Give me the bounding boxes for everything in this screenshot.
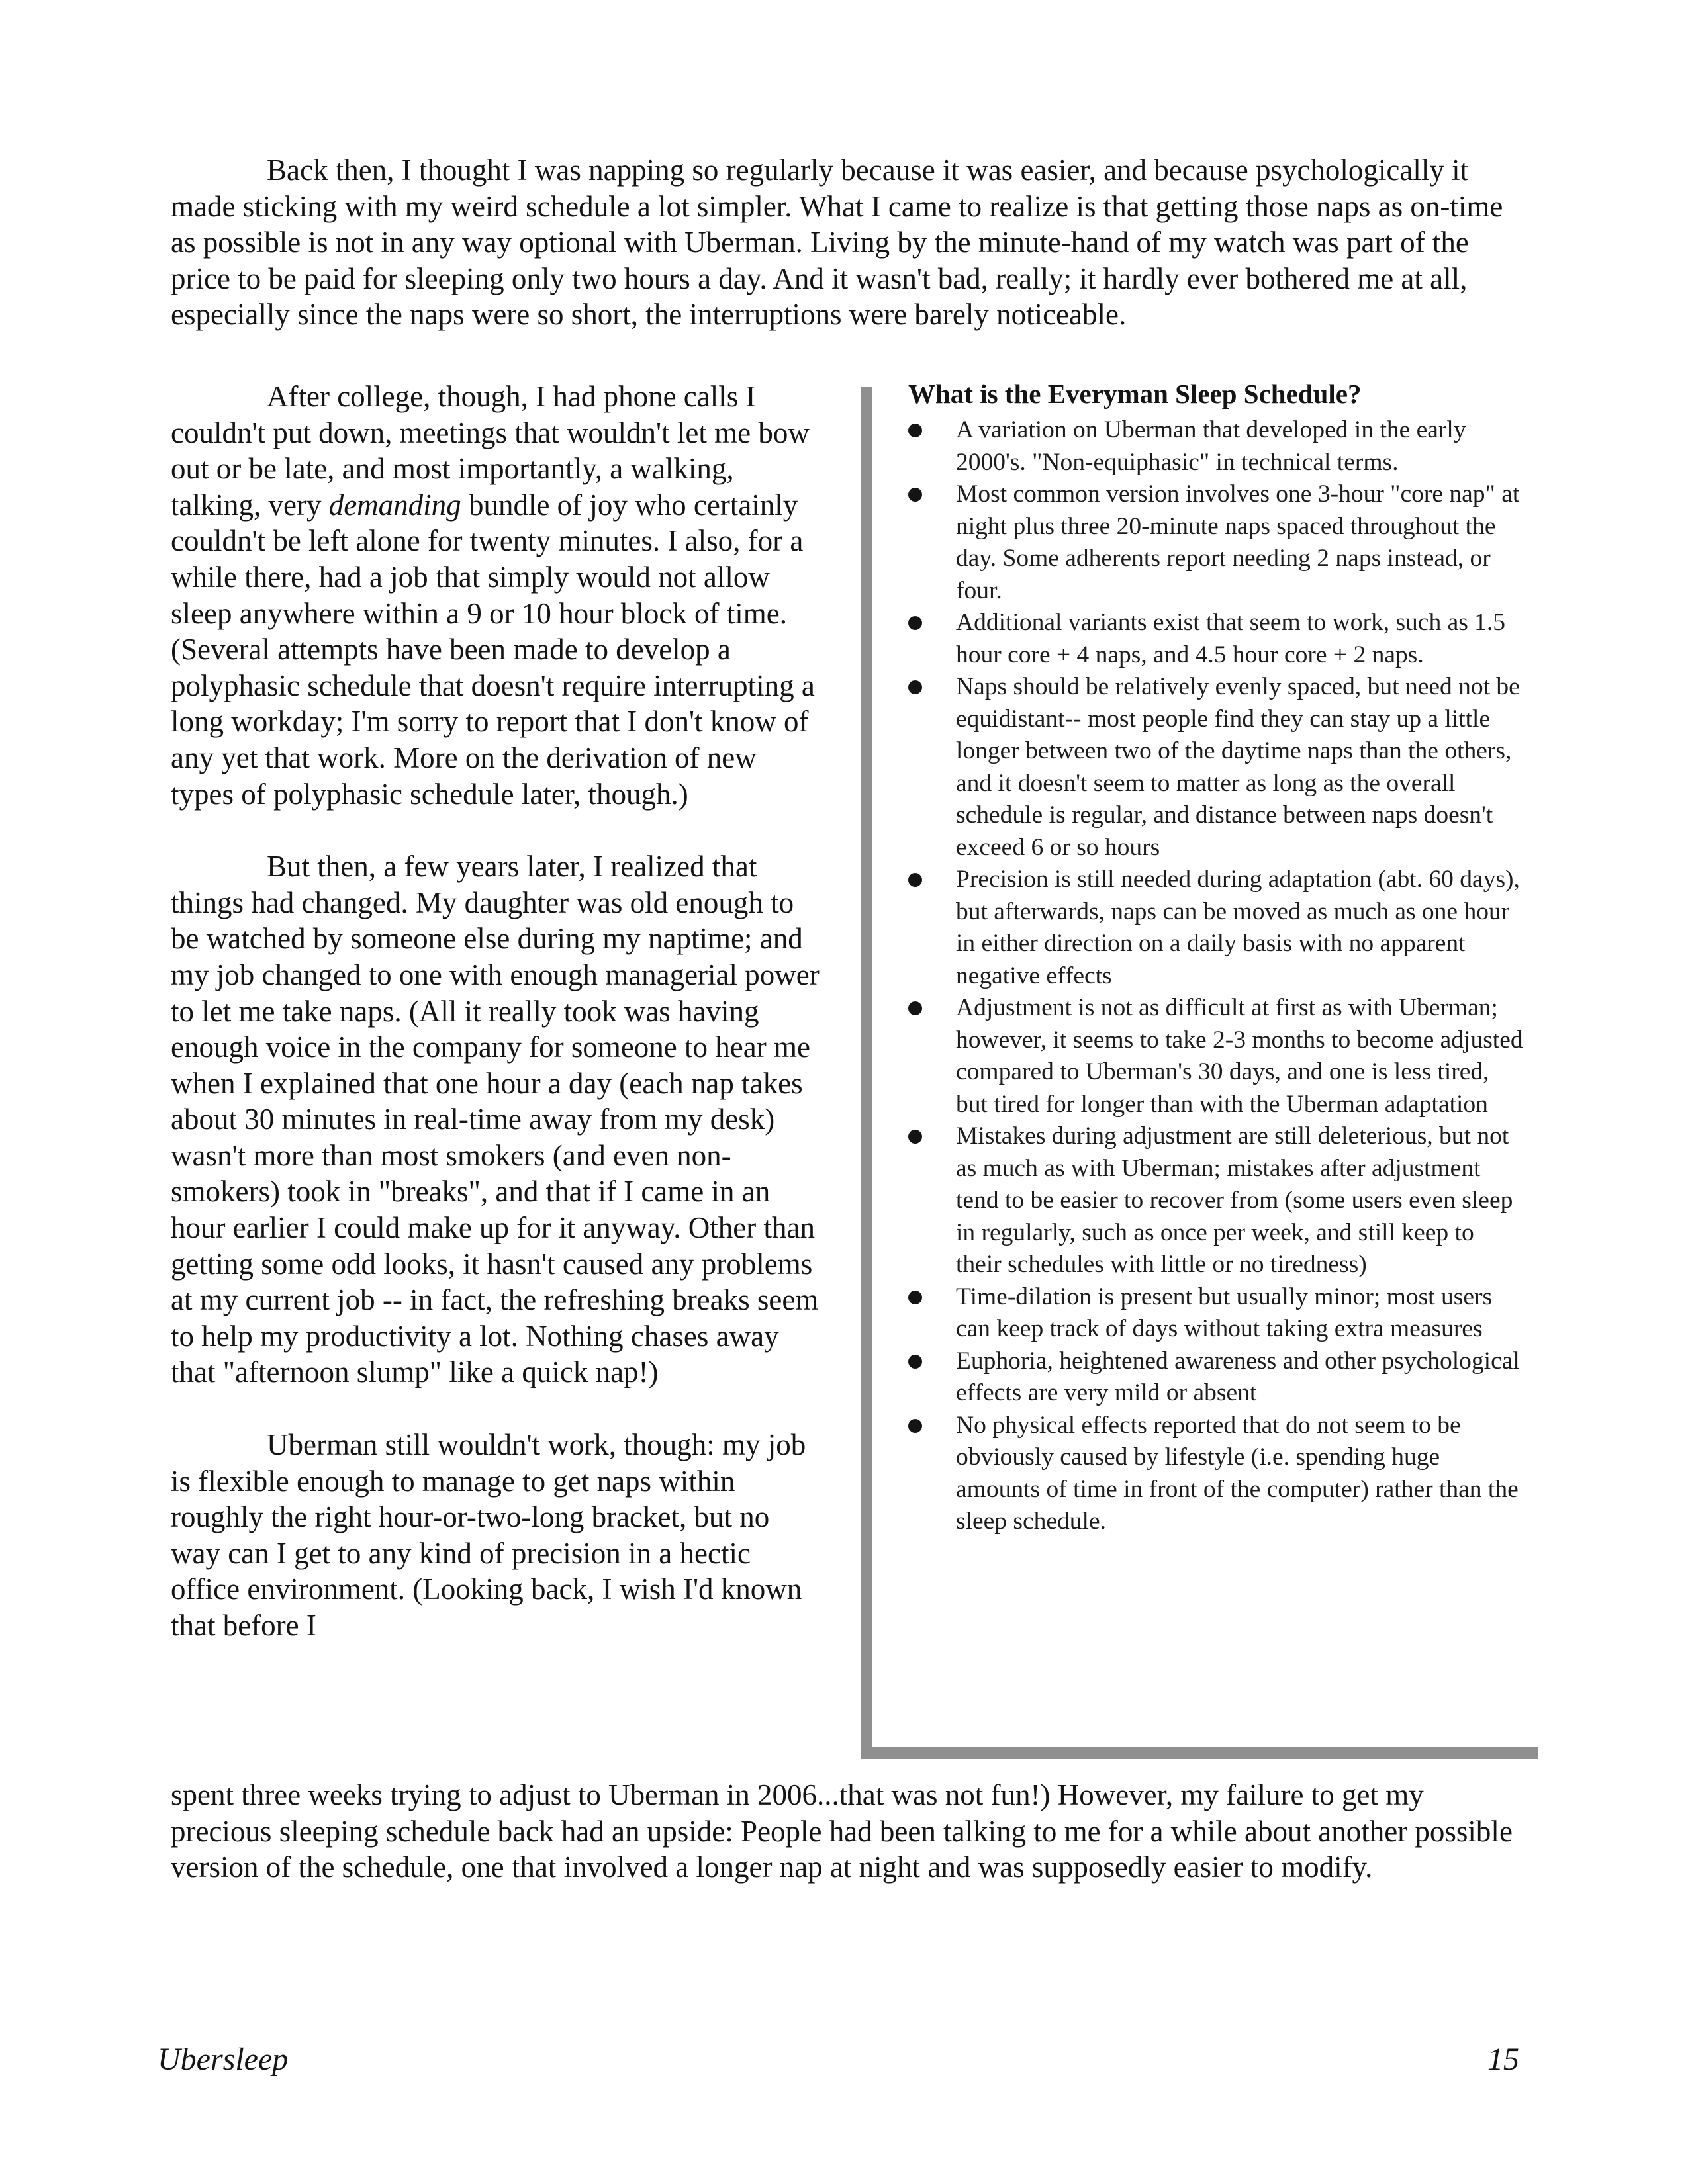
bullet-icon [908, 424, 922, 437]
bullet-icon [908, 1291, 922, 1304]
sidebar-item-text: No physical effects reported that do not seem to be obviously caused by lifestyle (i.e. spending huge amounts of time in front of the computer) rather than the sleep schedule. [956, 1411, 1519, 1535]
sidebar-item-text: Naps should be relatively evenly spaced, but need not be equidistant-- most people find they can stay up a little longer between two of the daytime naps than the others, and it doesn't seem to matter as long as the overall schedule is regular, and distance between naps doesn't exceed 6 or so hours [956, 673, 1520, 861]
sidebar-list-item [908, 1120, 1525, 1281]
sidebar-item-text: A variation on Uberman that developed in the early 2000's. "Non-equiphasic" in technical terms. [956, 416, 1466, 476]
footer-page-number: 15 [1487, 2042, 1519, 2077]
paragraph-few-years-later: But then, a few years later, I realized that things had changed. My daughter was old enough to be watched by someone else during my naptime; and my job changed to one with enough managerial power to let me take naps. (All it really took was having enough voice in the company for someone to hear me when I explained that one hour a day (each nap takes about 30 minutes in real-time away from my desk) wasn't more than most smokers (and even non-smokers) took in "breaks", and that if I came in an hour earlier I could make up for it anyway. Other than getting some odd looks, it hasn't caused any problems at my current job -- in fact, the refreshing breaks seem to help my productivity a lot. Nothing chases away that "afternoon slump" like a quick nap!) [171, 850, 820, 1389]
sidebar-content [908, 377, 1525, 1538]
bullet-icon [908, 616, 922, 630]
sidebar-item-text: Adjustment is not as difficult at first as with Uberman; however, it seems to take 2-3 months to become adjusted compared to Uberman's 30 days, and one is less tired, but tired for longer than with the Uberman adaptation [956, 994, 1523, 1118]
bullet-icon [908, 1001, 922, 1015]
sidebar-item-text: Precision is still needed during adaptation (abt. 60 days), but afterwards, naps can be moved as much as one hour in either direction on a daily basis with no apparent negative effects [956, 866, 1520, 989]
sidebar-list-item [908, 1281, 1525, 1345]
sidebar-title: What is the Everyman Sleep Schedule? [908, 379, 1362, 409]
sidebar-list-item [908, 607, 1525, 671]
sidebar-list [908, 414, 1525, 1538]
sidebar-item-text: Euphoria, heightened awareness and other psychological effects are very mild or absent [956, 1347, 1520, 1406]
bullet-icon [908, 488, 922, 502]
paragraph-after-college [171, 379, 823, 812]
sidebar-item-text: Mistakes during adjustment are still deleterious, but not as much as with Uberman; mistakes after adjustment tend to be easier to recover from (some users even sleep in regularly, such as once per week, and still keep to their schedules with little or no tiredness) [956, 1122, 1513, 1278]
sidebar-list-item [908, 414, 1525, 478]
bullet-icon [908, 680, 922, 694]
paragraph-text: After college, though, I had phone calls I couldn't put down, meetings that wouldn't let me bow out or be late, and most importantly, a walking, talking, very [171, 380, 810, 522]
sidebar-item-text: Additional variants exist that seem to work, such as 1.5 hour core + 4 naps, and 4.5 hour core + 2 naps. [956, 609, 1506, 668]
continuation-paragraph: spent three weeks trying to adjust to Uberman in 2006...that was not fun!) However, my failure to get my precious sleeping schedule back had an upside: People had been talking to me for a while about another possible version of the schedule, one that involved a longer nap at night and was supposedly easier to modify. [171, 1778, 1513, 1884]
emphasis-demanding: demanding [328, 488, 461, 522]
left-column [171, 379, 823, 1644]
paragraph-text: bundle of joy who certainly couldn't be left alone for twenty minutes. I also, for a while there, had a job that simply would not allow sleep anywhere within a 9 or 10 hour block of time. (Several attempts have been made to develop a polyphasic schedule that doesn't require interrupting a long workday; I'm sorry to report that I don't know of any yet that work. More on the derivation of new types of polyphasic schedule later, though.) [171, 488, 815, 811]
sidebar-list-item [908, 671, 1525, 864]
sidebar-list-item [908, 992, 1525, 1120]
sidebar-list-item [908, 1410, 1525, 1538]
sidebar-list-item [908, 864, 1525, 992]
sidebar-item-text: Most common version involves one 3-hour "core nap" at night plus three 20-minute naps spaced throughout the day. Some adherents report needing 2 naps instead, or four. [956, 480, 1520, 604]
intro-paragraph: Back then, I thought I was napping so regularly because it was easier, and because psychologically it made sticking with my weird schedule a lot simpler. What I came to realize is that getting those naps as on-time as possible is not in any way optional with Uberman. Living by the minute-hand of my watch was part of the price to be paid for sleeping only two hours a day. And it wasn't bad, really; it hardly ever bothered me at all, especially since the naps were so short, the interruptions were barely noticeable. [171, 154, 1503, 332]
footer-book-title: Ubersleep [158, 2042, 289, 2077]
bullet-icon [908, 873, 922, 887]
sidebar-list-item [908, 478, 1525, 607]
bullet-icon [908, 1355, 922, 1369]
sidebar-box [861, 379, 1538, 1759]
paragraph-uberman-still: Uberman still wouldn't work, though: my job is flexible enough to manage to get naps within roughly the right hour-or-two-long bracket, but no way can I get to any kind of precision in a hectic office environment. (Looking back, I wish I'd known that before I [171, 1428, 806, 1642]
bullet-icon [908, 1130, 922, 1144]
sidebar-item-text: Time-dilation is present but usually minor; most users can keep track of days without taking extra measures [956, 1283, 1493, 1342]
sidebar-list-item [908, 1345, 1525, 1410]
bullet-icon [908, 1419, 922, 1433]
